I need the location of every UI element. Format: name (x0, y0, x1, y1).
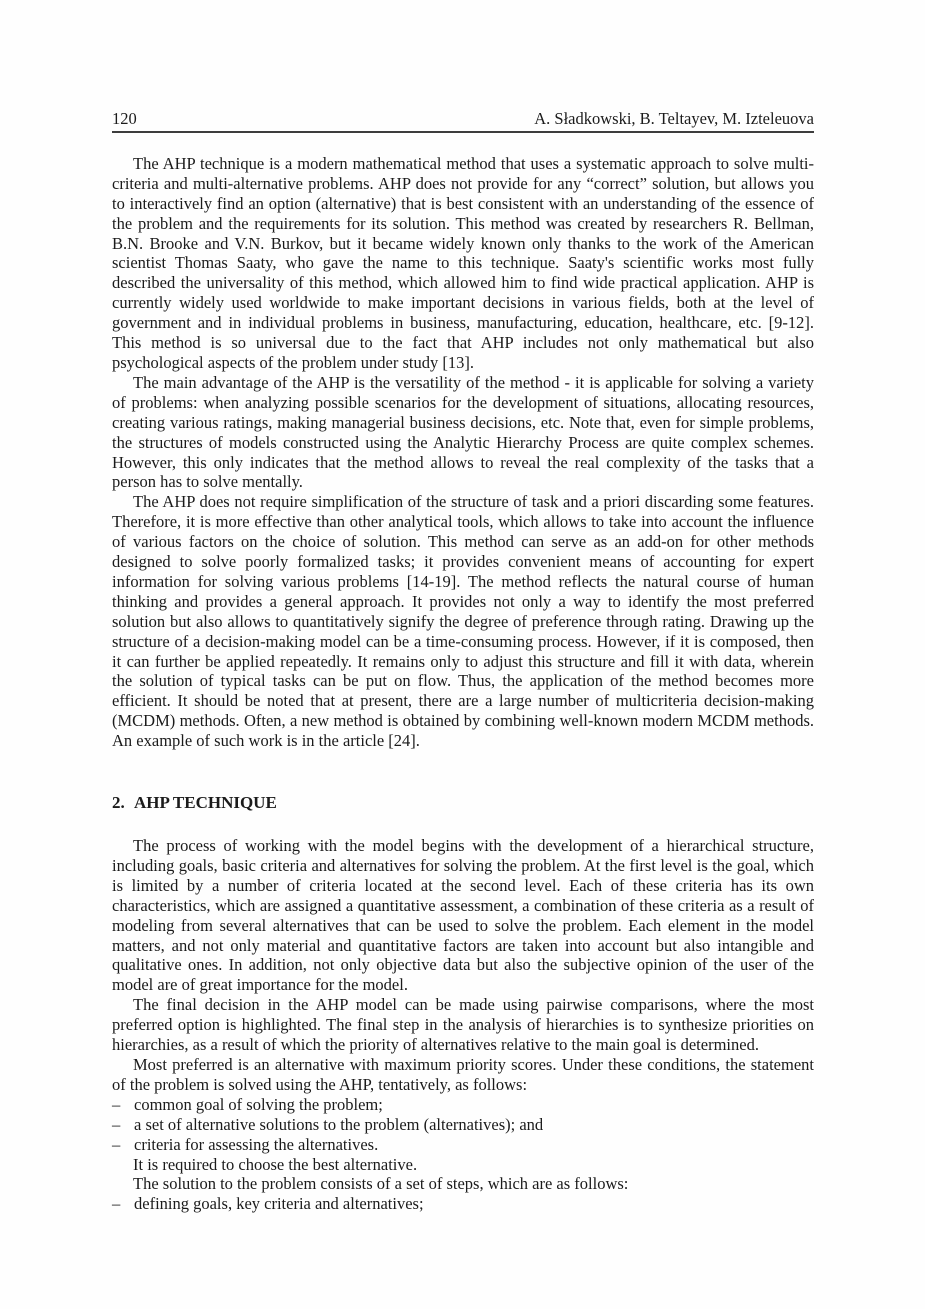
list-dash-marker: – (112, 1114, 121, 1134)
list-item (112, 1095, 814, 1115)
list-item (112, 1135, 814, 1155)
list-dash-marker: – (112, 1134, 121, 1154)
body-paragraph: Most preferred is an alternative with maximum priority scores. Under these conditions, the statement of the problem is solved using the AHP, tentatively, as follows: (112, 1054, 814, 1094)
body-paragraph: The AHP technique is a modern mathematical method that uses a systematic approach to solve multi-criteria and multi-alternative problems. AHP does not provide for any “correct” solution, but allows you to interactively find an option (alternative) that is best consistent with an understanding of the essence of the problem and the requirements for its solution. This method was created by researchers R. Bellman, B.N. Brooke and V.N. Burkov, but it became widely known only thanks to the work of the American scientist Thomas Saaty, who gave the name to this technique. Saaty's scientific works most fully described the universality of this method, which allowed him to find wide practical application. AHP is currently widely used worldwide to make important decisions in various fields, both at the level of government and in individual problems in business, manufacturing, education, healthcare, etc. [9-12]. This method is so universal due to the fact that AHP includes not only mathematical but also psychological aspects of the problem under study [13]. (112, 153, 814, 372)
section-title: AHP TECHNIQUE (134, 793, 277, 813)
page-number: 120 (112, 109, 137, 128)
list-item (112, 1194, 814, 1214)
body-line: It is required to choose the best alternative. (133, 1154, 418, 1174)
list-item-text: common goal of solving the problem; (134, 1094, 383, 1114)
section-number: 2. (112, 793, 125, 813)
list-item-text: defining goals, key criteria and alternatives; (134, 1194, 424, 1214)
body-paragraph: The AHP does not require simplification of the structure of task and a priori discarding some features. Therefore, it is more effective than other analytical tools, which allows to take into account the influence of various factors on the choice of solution. This method can serve as an add-on for other methods designed to solve poorly formalized tasks; it provides convenient means of accounting for expert information for solving various problems [14-19]. The method reflects the natural course of human thinking and provides a general approach. It provides not only a way to identify the most preferred solution but also allows to quantitatively signify the degree of preference through rating. Drawing up the structure of a decision-making model can be a time-consuming process. However, if it is composed, then it can further be applied repeatedly. It remains only to adjust this structure and fill it with data, wherein the solution of typical tasks can be put on flow. Thus, the application of the method becomes more efficient. It should be noted that at present, there are a large number of multicriteria decision-making (MCDM) methods. Often, a new method is obtained by combining well-known modern MCDM methods. An example of such work is in the article [24]. (112, 492, 814, 751)
body-line: The solution to the problem consists of a set of steps, which are as follows: (133, 1174, 629, 1194)
list-item-text: a set of alternative solutions to the problem (alternatives); and (134, 1114, 544, 1134)
body-paragraph: The final decision in the AHP model can be made using pairwise comparisons, where the most preferred option is highlighted. The final step in the analysis of hierarchies is to synthesize priorities on hierarchies, as a result of which the priority of alternatives relative to the main goal is determined. (112, 995, 814, 1055)
list-item-text: criteria for assessing the alternatives. (134, 1134, 379, 1154)
running-header (112, 109, 814, 133)
body-paragraph: The main advantage of the AHP is the versatility of the method - it is applicable for solving a variety of problems: when analyzing possible scenarios for the development of situations, allocating resources, creating various ratings, making managerial business decisions, etc. Note that, even for simple problems, the structures of models constructed using the Analytic Hierarchy Process are quite complex schemes. However, this only indicates that the method allows to reveal the real complexity of the tasks that a person has to solve mentally. (112, 372, 814, 492)
list-dash-marker: – (112, 1194, 121, 1214)
section-heading (112, 793, 814, 813)
list-dash-marker: – (112, 1094, 121, 1114)
running-authors: A. Sładkowski, B. Teltayev, M. Izteleuova (534, 109, 814, 128)
list-item (112, 1115, 814, 1135)
body-paragraph: The process of working with the model begins with the development of a hierarchical structure, including goals, basic criteria and alternatives for solving the problem. At the first level is the goal, which is limited by a number of criteria located at the second level. Each of these criteria has its own characteristics, which are assigned a quantitative assessment, a combination of these criteria as a result of modeling from several alternatives that can be used to solve the problem. Each element in the model matters, and not only material and quantitative factors are taken into account but also intangible and qualitative ones. In addition, not only objective data but also the subjective opinion of the user of the model are of great importance for the model. (112, 836, 814, 995)
